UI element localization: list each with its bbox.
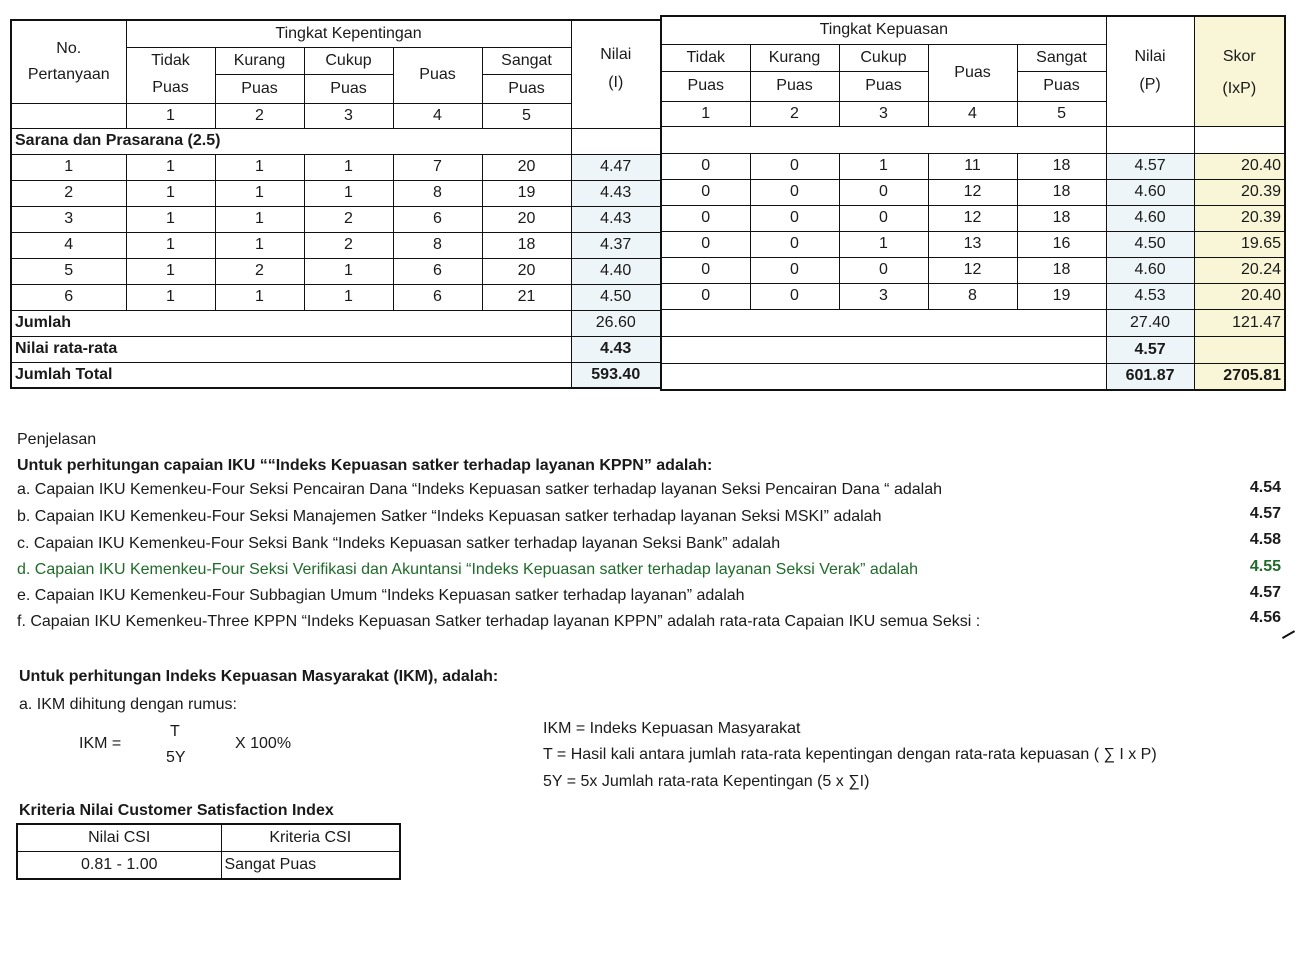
satisfaction-cell-c4: 12	[928, 205, 1017, 231]
csi-title: Kriteria Nilai Customer Satisfaction Index	[19, 802, 334, 819]
importance-cell-c4: 7	[393, 154, 482, 180]
satisfaction-row	[661, 257, 1285, 283]
satisfaction-cell-c3: 0	[839, 257, 928, 283]
importance-cell-c1: 1	[126, 232, 215, 258]
skor-line2: (IxP)	[1222, 80, 1257, 97]
scale-1-line1: Tidak	[126, 47, 215, 74]
satisfaction-cell-skor: 20.40	[1194, 283, 1285, 309]
importance-cell-c5: 18	[482, 232, 571, 258]
nilai-i-header	[571, 20, 661, 128]
s-scale-2-line1: Kurang	[750, 44, 839, 71]
importance-cell-c3: 2	[304, 206, 393, 232]
importance-cell-c3: 1	[304, 180, 393, 206]
csi-row-kriteria: Sangat Puas	[221, 852, 400, 880]
csi-table	[16, 823, 401, 880]
scale-4-num: 4	[393, 103, 482, 128]
satisfaction-cell-skor: 20.39	[1194, 179, 1285, 205]
s-scale-3-line1: Cukup	[839, 44, 928, 71]
s-scale-4-num: 4	[928, 101, 1017, 126]
s-scale-3-num: 3	[839, 101, 928, 126]
satisfaction-cell-c1: 0	[661, 283, 750, 309]
importance-cell-no: 5	[11, 258, 126, 284]
satisfaction-cell-c2: 0	[750, 205, 839, 231]
importance-cell-c5: 20	[482, 206, 571, 232]
importance-cell-no: 3	[11, 206, 126, 232]
satisfaction-cell-nilai: 4.60	[1106, 179, 1194, 205]
importance-cell-c3: 1	[304, 258, 393, 284]
satisfaction-cell-c2: 0	[750, 153, 839, 179]
ikm-numerator: T	[170, 723, 180, 740]
jumlah-skor: 121.47	[1194, 309, 1285, 336]
importance-row	[11, 180, 661, 206]
iku-item-b: b. Capaian IKU Kemenkeu-Four Seksi Manajemen Satker “Indeks Kepuasan satker terhadap layanan Seksi MSKI” adalah	[17, 508, 882, 525]
iku-item-c: c. Capaian IKU Kemenkeu-Four Seksi Bank “Indeks Kepuasan satker terhadap layanan Seksi Bank” adalah	[17, 535, 781, 552]
satisfaction-cell-c1: 0	[661, 205, 750, 231]
satisfaction-row	[661, 231, 1285, 257]
satisfaction-table	[660, 15, 1286, 391]
importance-cell-c2: 1	[215, 284, 304, 310]
importance-row	[11, 258, 661, 284]
satisfaction-cell-c3: 0	[839, 179, 928, 205]
satisfaction-cell-c4: 12	[928, 179, 1017, 205]
iku-value-f: 4.56	[1249, 609, 1281, 626]
checkmark-icon	[1279, 625, 1295, 639]
scale-4-label: Puas	[393, 47, 482, 103]
importance-cell-no: 2	[11, 180, 126, 206]
importance-row	[11, 284, 661, 310]
importance-cell-c4: 6	[393, 258, 482, 284]
iku-item-d: d. Capaian IKU Kemenkeu-Four Seksi Verifikasi dan Akuntansi “Indeks Kepuasan satker terhadap layanan Seksi Verak” adalah	[17, 561, 918, 578]
nilai-i-line1: Nilai	[600, 46, 632, 63]
s-scale-4-label: Puas	[928, 44, 1017, 101]
satisfaction-cell-c5: 18	[1017, 205, 1106, 231]
skor-line1: Skor	[1222, 48, 1256, 65]
importance-cell-c4: 6	[393, 206, 482, 232]
importance-cell-nilai: 4.47	[571, 154, 661, 180]
ikm-multiplier: X 100%	[235, 735, 292, 752]
s-scale-2-num: 2	[750, 101, 839, 126]
ikm-title: Untuk perhitungan Indeks Kepuasan Masyarakat (IKM), adalah:	[19, 668, 499, 685]
total-blank	[661, 363, 1106, 390]
satisfaction-cell-c5: 18	[1017, 257, 1106, 283]
section-skor-blank	[1194, 126, 1285, 153]
nilai-p-line1: Nilai	[1134, 48, 1166, 65]
importance-cell-c3: 1	[304, 154, 393, 180]
satisfaction-cell-c5: 18	[1017, 153, 1106, 179]
importance-cell-no: 6	[11, 284, 126, 310]
satisfaction-cell-nilai: 4.50	[1106, 231, 1194, 257]
scale-1-num: 1	[126, 103, 215, 128]
total-skor: 2705.81	[1194, 363, 1285, 390]
importance-cell-c1: 1	[126, 154, 215, 180]
satisfaction-cell-c3: 1	[839, 231, 928, 257]
blank-cell	[11, 103, 126, 128]
satisfaction-cell-c2: 0	[750, 283, 839, 309]
satisfaction-cell-c5: 18	[1017, 179, 1106, 205]
satisfaction-cell-c3: 1	[839, 153, 928, 179]
section-nilai-p-blank	[1106, 126, 1194, 153]
col-no-line2: Pertanyaan	[27, 65, 110, 83]
total-nilai-p: 601.87	[1106, 363, 1194, 390]
section-blank	[661, 126, 1106, 153]
satisfaction-row	[661, 179, 1285, 205]
total-label: Jumlah Total	[11, 362, 571, 388]
iku-value-c: 4.58	[1249, 531, 1281, 548]
csi-header-nilai: Nilai CSI	[17, 824, 221, 852]
satisfaction-cell-c5: 16	[1017, 231, 1106, 257]
importance-cell-nilai: 4.40	[571, 258, 661, 284]
nilai-p-header	[1106, 16, 1194, 126]
satisfaction-cell-c4: 13	[928, 231, 1017, 257]
s-scale-1-num: 1	[661, 101, 750, 126]
rata-nilai-i: 4.43	[571, 336, 661, 362]
satisfaction-cell-c1: 0	[661, 153, 750, 179]
importance-cell-no: 4	[11, 232, 126, 258]
importance-row	[11, 206, 661, 232]
rata-blank	[661, 336, 1106, 363]
satisfaction-cell-c3: 0	[839, 205, 928, 231]
iku-item-a: a. Capaian IKU Kemenkeu-Four Seksi Pencairan Dana “Indeks Kepuasan satker terhadap layanan Seksi Pencairan Dana “ adalah	[17, 481, 942, 498]
importance-cell-c1: 1	[126, 284, 215, 310]
importance-cell-nilai: 4.43	[571, 206, 661, 232]
satisfaction-cell-c3: 3	[839, 283, 928, 309]
importance-cell-c4: 6	[393, 284, 482, 310]
ikm-formula-lhs: IKM =	[79, 735, 122, 752]
importance-row	[11, 154, 661, 180]
satisfaction-cell-nilai: 4.53	[1106, 283, 1194, 309]
iku-value-a: 4.54	[1249, 479, 1281, 496]
scale-3-line2: Puas	[304, 74, 393, 103]
scale-1-line2: Puas	[126, 74, 215, 103]
importance-cell-c1: 1	[126, 258, 215, 284]
scale-5-line1: Sangat	[482, 47, 571, 74]
importance-cell-no: 1	[11, 154, 126, 180]
ikm-legend-ikm: IKM = Indeks Kepuasan Masyarakat	[543, 720, 801, 737]
nilai-p-line2: (P)	[1139, 76, 1161, 93]
satisfaction-group-header: Tingkat Kepuasan	[661, 16, 1106, 44]
iku-item-f: f. Capaian IKU Kemenkeu-Three KPPN “Indeks Kepuasan Satker terhadap layanan KPPN” adalah rata-rata Capaian IKU semua Seksi :	[17, 613, 981, 630]
satisfaction-cell-nilai: 4.60	[1106, 257, 1194, 283]
s-scale-2-line2: Puas	[750, 71, 839, 101]
importance-cell-c5: 19	[482, 180, 571, 206]
importance-cell-c1: 1	[126, 180, 215, 206]
importance-cell-nilai: 4.37	[571, 232, 661, 258]
s-scale-5-line1: Sangat	[1017, 44, 1106, 71]
csi-header-kriteria: Kriteria CSI	[221, 824, 400, 852]
importance-group-header: Tingkat Kepentingan	[126, 20, 571, 47]
scale-3-line1: Cukup	[304, 47, 393, 74]
satisfaction-cell-skor: 19.65	[1194, 231, 1285, 257]
satisfaction-cell-c1: 0	[661, 179, 750, 205]
importance-cell-c2: 2	[215, 258, 304, 284]
iku-value-b: 4.57	[1249, 505, 1281, 522]
satisfaction-cell-skor: 20.39	[1194, 205, 1285, 231]
importance-cell-c2: 1	[215, 206, 304, 232]
rata-nilai-p: 4.57	[1106, 336, 1194, 363]
s-scale-5-line2: Puas	[1017, 71, 1106, 101]
jumlah-nilai-p: 27.40	[1106, 309, 1194, 336]
iku-value-d: 4.55	[1249, 558, 1281, 575]
satisfaction-cell-c2: 0	[750, 257, 839, 283]
satisfaction-cell-skor: 20.24	[1194, 257, 1285, 283]
skor-header	[1194, 16, 1285, 126]
satisfaction-row	[661, 283, 1285, 309]
importance-cell-c3: 1	[304, 284, 393, 310]
iku-title: Untuk perhitungan capaian IKU ““Indeks Kepuasan satker terhadap layanan KPPN” adalah:	[17, 457, 713, 474]
importance-cell-c3: 2	[304, 232, 393, 258]
scale-2-line1: Kurang	[215, 47, 304, 74]
section-nilai-blank	[571, 128, 661, 154]
importance-cell-c5: 21	[482, 284, 571, 310]
satisfaction-row	[661, 153, 1285, 179]
satisfaction-cell-nilai: 4.57	[1106, 153, 1194, 179]
jumlah-label: Jumlah	[11, 310, 571, 336]
csi-row-nilai: 0.81 - 1.00	[17, 852, 221, 880]
s-scale-5-num: 5	[1017, 101, 1106, 126]
satisfaction-cell-c5: 19	[1017, 283, 1106, 309]
satisfaction-cell-c4: 11	[928, 153, 1017, 179]
importance-cell-c1: 1	[126, 206, 215, 232]
iku-value-e: 4.57	[1249, 584, 1281, 601]
importance-cell-c4: 8	[393, 180, 482, 206]
jumlah-blank	[661, 309, 1106, 336]
ikm-subtitle: a. IKM dihitung dengan rumus:	[19, 696, 237, 713]
importance-cell-nilai: 4.43	[571, 180, 661, 206]
importance-cell-c2: 1	[215, 232, 304, 258]
ikm-denominator: 5Y	[166, 749, 186, 766]
col-no-line1: No.	[56, 39, 82, 57]
rata-label: Nilai rata-rata	[11, 336, 571, 362]
importance-cell-c5: 20	[482, 154, 571, 180]
iku-item-e: e. Capaian IKU Kemenkeu-Four Subbagian Umum “Indeks Kepuasan satker terhadap layanan” adalah	[17, 587, 745, 604]
satisfaction-cell-c4: 8	[928, 283, 1017, 309]
ikm-legend-5y: 5Y = 5x Jumlah rata-rata Kepentingan (5 x ∑I)	[543, 773, 870, 790]
satisfaction-cell-c2: 0	[750, 179, 839, 205]
importance-cell-nilai: 4.50	[571, 284, 661, 310]
s-scale-1-line2: Puas	[661, 71, 750, 101]
total-nilai-i: 593.40	[571, 362, 661, 388]
rata-skor-blank	[1194, 336, 1285, 363]
ikm-legend-t: T = Hasil kali antara jumlah rata-rata kepentingan dengan rata-rata kepuasan ( ∑ I x P)	[543, 746, 1157, 763]
col-no-header	[11, 20, 126, 103]
scale-5-line2: Puas	[482, 74, 571, 103]
satisfaction-cell-nilai: 4.60	[1106, 205, 1194, 231]
importance-cell-c2: 1	[215, 154, 304, 180]
satisfaction-cell-c1: 0	[661, 257, 750, 283]
satisfaction-cell-c4: 12	[928, 257, 1017, 283]
satisfaction-cell-c2: 0	[750, 231, 839, 257]
explanation-heading: Penjelasan	[17, 431, 97, 448]
scale-2-num: 2	[215, 103, 304, 128]
s-scale-1-line1: Tidak	[661, 44, 750, 71]
importance-cell-c4: 8	[393, 232, 482, 258]
section-label: Sarana dan Prasarana (2.5)	[11, 128, 571, 154]
nilai-i-line2: (I)	[608, 74, 624, 91]
importance-row	[11, 232, 661, 258]
jumlah-nilai-i: 26.60	[571, 310, 661, 336]
importance-cell-c5: 20	[482, 258, 571, 284]
satisfaction-cell-skor: 20.40	[1194, 153, 1285, 179]
scale-3-num: 3	[304, 103, 393, 128]
importance-cell-c2: 1	[215, 180, 304, 206]
satisfaction-row	[661, 205, 1285, 231]
importance-table	[10, 19, 662, 389]
scale-5-num: 5	[482, 103, 571, 128]
satisfaction-cell-c1: 0	[661, 231, 750, 257]
s-scale-3-line2: Puas	[839, 71, 928, 101]
scale-2-line2: Puas	[215, 74, 304, 103]
